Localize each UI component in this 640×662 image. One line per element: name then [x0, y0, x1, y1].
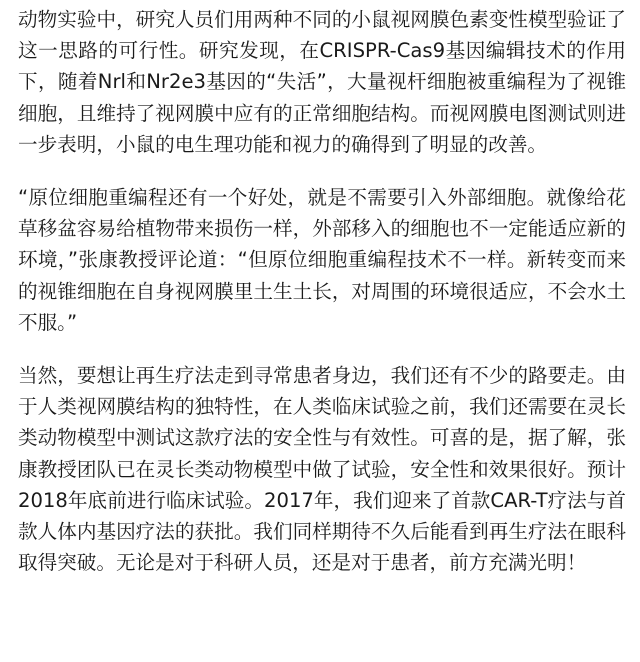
article-paragraph-1: 动物实验中，研究人员们用两种不同的小鼠视网膜色素变性模型验证了这一思路的可行性。研究发现，在CRISPR-Cas9基因编辑技术的作用下，随着Nrl和Nr2e3基因的“失活”，大量视杆细胞被重编程为了视锥细胞，且维持了视网膜中应有的正常细胞结构。而视网膜电图测试则进一步表明，小鼠的电生理功能和视力的确得到了明显的改善。	[18, 8, 626, 156]
article-paragraph-2: “原位细胞重编程还有一个好处，就是不需要引入外部细胞。就像给花草移盆容易给植物带来损伤一样，外部移入的细胞也不一定能适应新的环境，”张康教授评论道：“但原位细胞重编程技术不一样。新转变而来的视锥细胞在自身视网膜里土生土长，对周围的环境很适应，不会水土不服。”	[18, 186, 626, 334]
article-paragraph-3: 当然，要想让再生疗法走到寻常患者身边，我们还有不少的路要走。由于人类视网膜结构的独特性，在人类临床试验之前，我们还需要在灵长类动物模型中测试这款疗法的安全性与有效性。可喜的是，据了解，张康教授团队已在灵长类动物模型中做了试验，安全性和效果很好。预计2018年底前进行临床试验。2017年，我们迎来了首款CAR-T疗法与首款人体内基因疗法的获批。我们同样期待不久后能看到再生疗法在眼科取得突破。无论是对于科研人员，还是对于患者，前方充满光明！	[18, 364, 626, 575]
